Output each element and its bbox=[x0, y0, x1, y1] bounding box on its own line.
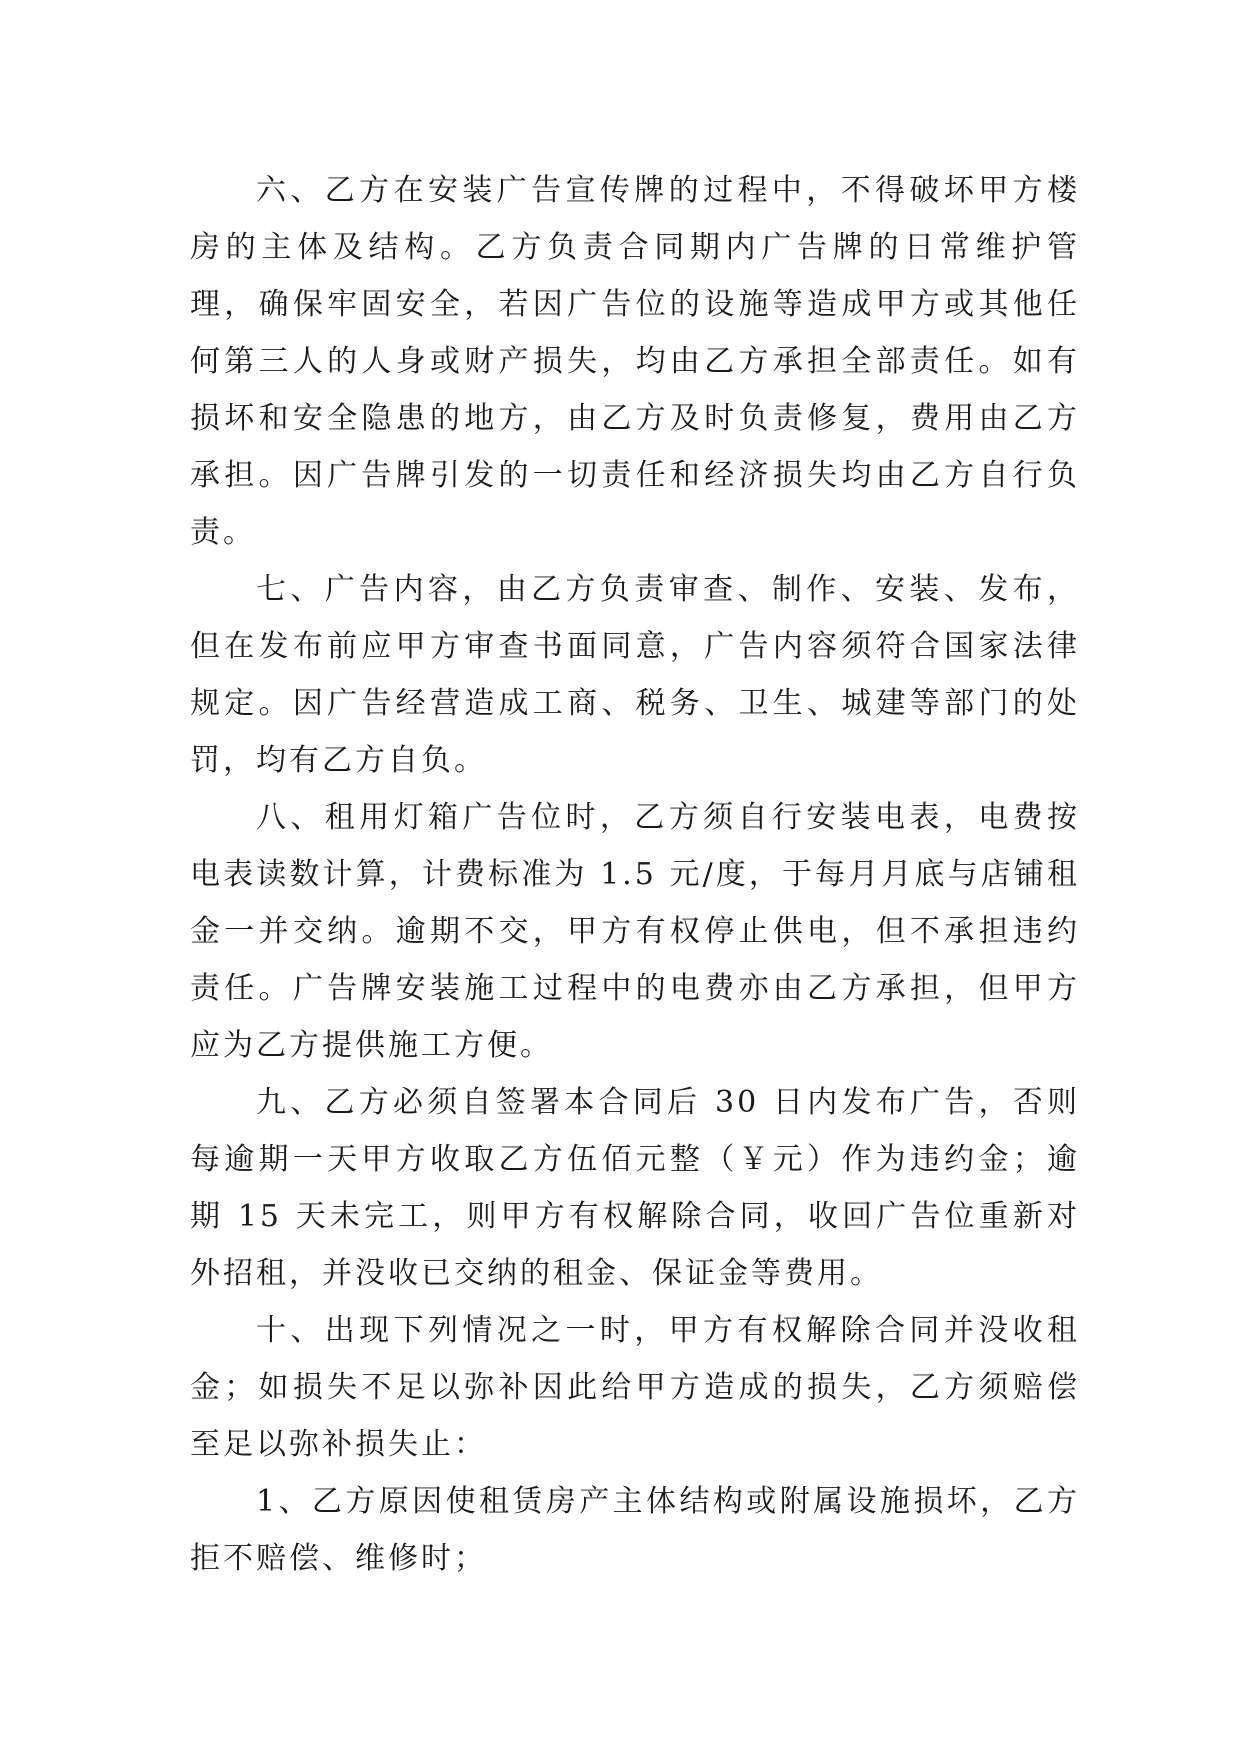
clause-eight-paragraph: 八、租用灯箱广告位时，乙方须自行安装电表，电费按电表读数计算，计费标准为 1.5 元/度，于每月月底与店铺租金一并交纳。逾期不交，甲方有权停止供电，但不承担违约责任。广告牌安装施工过程中的电费亦由乙方承担，但甲方应为乙方提供施工方便。 bbox=[190, 800, 1080, 1063]
document-body bbox=[190, 162, 1080, 1587]
clause-seven-paragraph: 七、广告内容，由乙方负责审查、制作、安装、发布，但在发布前应甲方审查书面同意，广告内容须符合国家法律规定。因广告经营造成工商、税务、卫生、城建等部门的处罚，均有乙方自负。 bbox=[190, 572, 1080, 778]
clause-nine-paragraph: 九、乙方必须自签署本合同后 30 日内发布广告，否则每逾期一天甲方收取乙方伍佰元整（￥元）作为违约金；逾期 15 天未完工，则甲方有权解除合同，收回广告位重新对外招租，并没收已交纳的租金、保证金等费用。 bbox=[190, 1085, 1080, 1291]
clause-ten-paragraph: 十、出现下列情况之一时，甲方有权解除合同并没收租金；如损失不足以弥补因此给甲方造成的损失，乙方须赔偿至足以弥补损失止： bbox=[190, 1313, 1080, 1462]
clause-six-paragraph: 六、乙方在安装广告宣传牌的过程中，不得破坏甲方楼房的主体及结构。乙方负责合同期内广告牌的日常维护管理，确保牢固安全，若因广告位的设施等造成甲方或其他任何第三人的人身或财产损失，均由乙方承担全部责任。如有损坏和安全隐患的地方，由乙方及时负责修复，费用由乙方承担。因广告牌引发的一切责任和经济损失均由乙方自行负责。 bbox=[190, 173, 1080, 550]
clause-ten-item-one-paragraph: 1、乙方原因使租赁房产主体结构或附属设施损坏，乙方拒不赔偿、维修时； bbox=[190, 1484, 1080, 1576]
